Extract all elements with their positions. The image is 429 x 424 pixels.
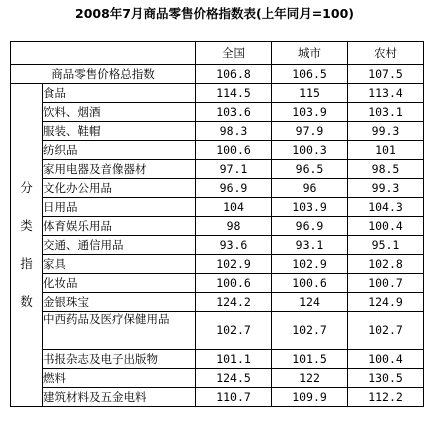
category-row xyxy=(11,388,424,407)
category-value-rural: 104.3 xyxy=(348,198,424,217)
category-value-national: 93.6 xyxy=(196,236,272,255)
category-row xyxy=(11,160,424,179)
category-value-rural: 99.3 xyxy=(348,122,424,141)
category-value-rural: 98.5 xyxy=(348,160,424,179)
category-row xyxy=(11,179,424,198)
category-label: 家用电器及音像器材 xyxy=(43,160,196,179)
category-value-national: 96.9 xyxy=(196,179,272,198)
category-value-national: 97.1 xyxy=(196,160,272,179)
category-value-rural: 113.4 xyxy=(348,84,424,103)
side-label-text: 分类指数 xyxy=(20,180,33,309)
category-value-national: 104 xyxy=(196,198,272,217)
category-value-rural: 100.7 xyxy=(348,274,424,293)
category-value-rural: 101 xyxy=(348,141,424,160)
category-value-national: 124.2 xyxy=(196,293,272,312)
category-label: 交通、通信用品 xyxy=(43,236,196,255)
table-body xyxy=(11,42,424,407)
category-value-national: 114.5 xyxy=(196,84,272,103)
category-label: 饮料、烟酒 xyxy=(43,103,196,122)
category-value-national: 124.5 xyxy=(196,369,272,388)
category-value-urban: 96.5 xyxy=(272,160,348,179)
total-index-rural: 107.5 xyxy=(348,65,424,84)
category-value-urban: 124 xyxy=(272,293,348,312)
category-value-rural: 102.8 xyxy=(348,255,424,274)
category-label: 文化办公用品 xyxy=(43,179,196,198)
category-value-rural: 99.3 xyxy=(348,179,424,198)
category-row xyxy=(11,350,424,369)
category-value-urban: 100.6 xyxy=(272,274,348,293)
category-value-urban: 96.9 xyxy=(272,217,348,236)
table-title: 2008年7月商品零售价格指数表(上年同月=100) xyxy=(75,6,354,21)
total-index-urban: 106.5 xyxy=(272,65,348,84)
category-label: 化妆品 xyxy=(43,274,196,293)
category-value-rural: 100.4 xyxy=(348,350,424,369)
category-value-rural: 103.1 xyxy=(348,103,424,122)
price-index-table xyxy=(10,41,424,407)
category-value-urban: 122 xyxy=(272,369,348,388)
category-value-national: 102.9 xyxy=(196,255,272,274)
category-index-side-label xyxy=(11,84,43,407)
total-index-national: 106.8 xyxy=(196,65,272,84)
category-row xyxy=(11,84,424,103)
category-value-rural: 124.9 xyxy=(348,293,424,312)
category-label: 书报杂志及电子出版物 xyxy=(43,350,196,369)
category-value-national: 100.6 xyxy=(196,274,272,293)
category-value-national: 101.1 xyxy=(196,350,272,369)
category-row xyxy=(11,369,424,388)
category-value-urban: 103.9 xyxy=(272,198,348,217)
category-value-national: 110.7 xyxy=(196,388,272,407)
category-value-urban: 102.7 xyxy=(272,312,348,350)
category-label: 建筑材料及五金电料 xyxy=(43,388,196,407)
category-label: 中西药品及医疗保健用品 xyxy=(43,312,196,350)
category-value-national: 100.6 xyxy=(196,141,272,160)
category-row xyxy=(11,122,424,141)
category-label: 体育娱乐用品 xyxy=(43,217,196,236)
column-header-rural: 农村 xyxy=(348,42,424,65)
category-label: 服装、鞋帽 xyxy=(43,122,196,141)
category-label: 家具 xyxy=(43,255,196,274)
category-value-national: 102.7 xyxy=(196,312,272,350)
category-row xyxy=(11,217,424,236)
header-corner xyxy=(11,42,196,65)
category-row xyxy=(11,198,424,217)
total-index-row xyxy=(11,65,424,84)
category-label: 纺织品 xyxy=(43,141,196,160)
category-value-urban: 102.9 xyxy=(272,255,348,274)
category-value-national: 98 xyxy=(196,217,272,236)
category-value-urban: 93.1 xyxy=(272,236,348,255)
category-value-rural: 130.5 xyxy=(348,369,424,388)
category-value-national: 98.3 xyxy=(196,122,272,141)
category-value-rural: 102.7 xyxy=(348,312,424,350)
header-row xyxy=(11,42,424,65)
category-row xyxy=(11,312,424,350)
column-header-national: 全国 xyxy=(196,42,272,65)
category-value-rural: 100.4 xyxy=(348,217,424,236)
category-value-urban: 109.9 xyxy=(272,388,348,407)
category-row xyxy=(11,236,424,255)
category-value-rural: 95.1 xyxy=(348,236,424,255)
category-label: 燃料 xyxy=(43,369,196,388)
category-value-urban: 100.3 xyxy=(272,141,348,160)
total-index-label: 商品零售价格总指数 xyxy=(11,65,196,84)
category-value-rural: 112.2 xyxy=(348,388,424,407)
column-header-urban: 城市 xyxy=(272,42,348,65)
category-row xyxy=(11,293,424,312)
category-label: 金银珠宝 xyxy=(43,293,196,312)
category-label: 食品 xyxy=(43,84,196,103)
category-value-urban: 103.9 xyxy=(272,103,348,122)
category-row xyxy=(11,141,424,160)
category-value-urban: 115 xyxy=(272,84,348,103)
category-value-urban: 97.9 xyxy=(272,122,348,141)
category-row xyxy=(11,103,424,122)
category-row xyxy=(11,274,424,293)
category-value-urban: 96 xyxy=(272,179,348,198)
category-value-urban: 101.5 xyxy=(272,350,348,369)
category-value-national: 103.6 xyxy=(196,103,272,122)
category-row xyxy=(11,255,424,274)
category-label: 日用品 xyxy=(43,198,196,217)
